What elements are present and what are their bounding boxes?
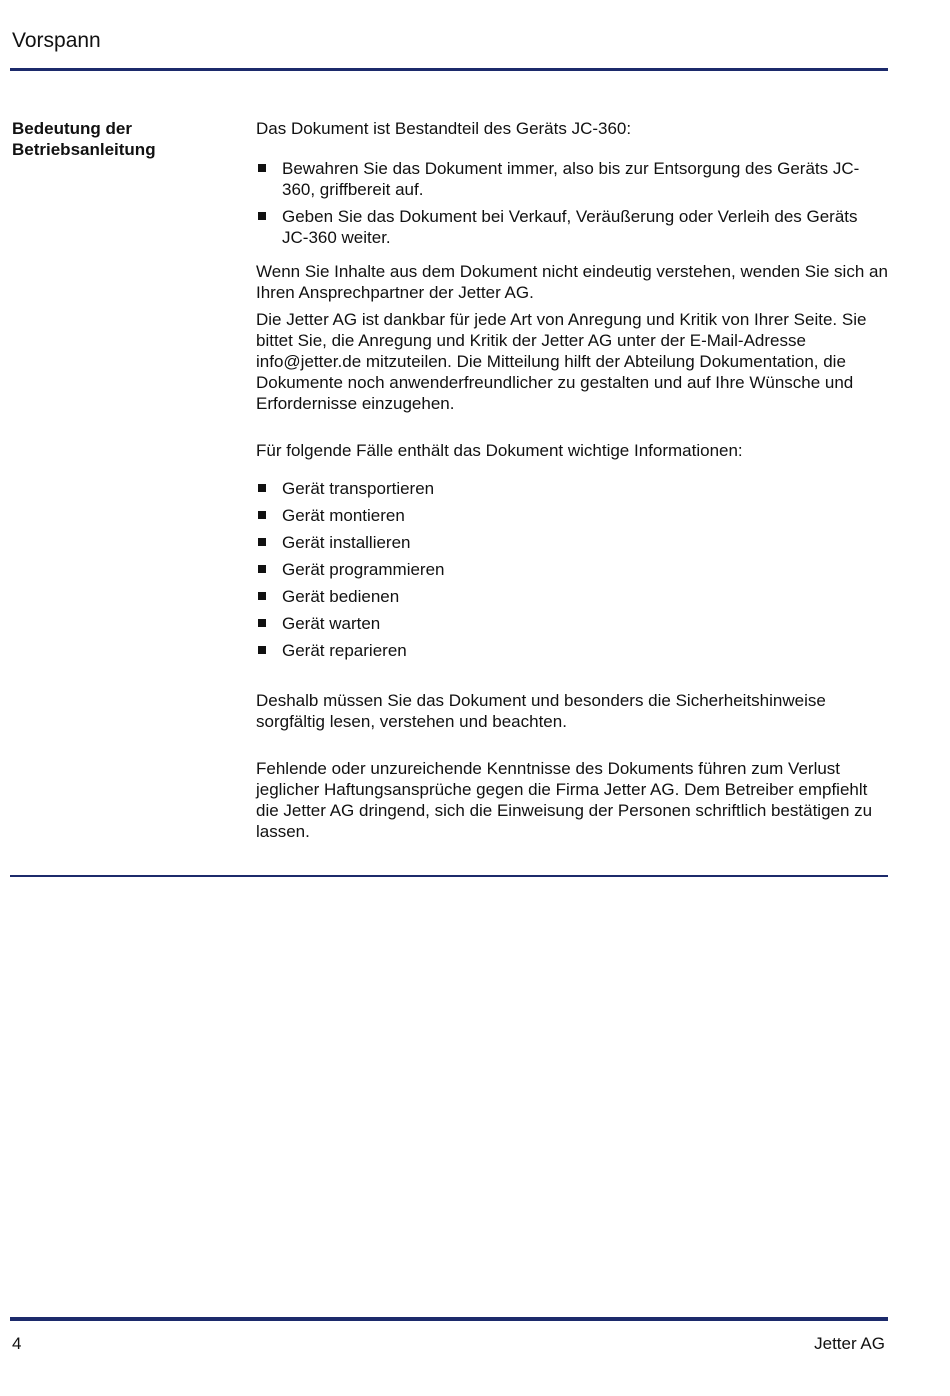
page-number: 4 <box>12 1334 22 1353</box>
intro-paragraph: Das Dokument ist Bestandteil des Geräts JC-360: <box>256 119 632 138</box>
list-item <box>256 613 888 640</box>
footer-company-name: Jetter AG <box>814 1334 885 1353</box>
section-body <box>256 118 888 842</box>
list-item-text: Gerät transportieren <box>282 479 435 498</box>
list-item-text: Gerät warten <box>282 614 381 633</box>
list-item-text: Gerät montieren <box>282 506 405 525</box>
list-item-text: Geben Sie das Dokument bei Verkauf, Veräußerung oder Verleih des Geräts JC-360 weiter. <box>282 207 858 247</box>
list-item <box>256 586 888 613</box>
square-bullet-icon <box>258 164 266 172</box>
list-item-text: Bewahren Sie das Dokument immer, also bis zur Entsorgung des Geräts JC-360, griffbereit auf. <box>282 159 860 199</box>
square-bullet-icon <box>258 484 266 492</box>
square-bullet-icon <box>258 619 266 627</box>
square-bullet-icon <box>258 538 266 546</box>
contact-paragraph: Wenn Sie Inhalte aus dem Dokument nicht eindeutig verstehen, wenden Sie sich an Ihren Ansprechpartner der Jetter AG. <box>256 262 888 302</box>
list-item-text: Gerät programmieren <box>282 560 445 579</box>
section-end-divider <box>10 875 888 877</box>
list-item-text: Gerät bedienen <box>282 587 400 606</box>
square-bullet-icon <box>258 646 266 654</box>
list-item <box>256 158 888 200</box>
square-bullet-icon <box>258 511 266 519</box>
list-item <box>256 559 888 586</box>
list-item-text: Gerät installieren <box>282 533 411 552</box>
header-divider <box>10 68 888 71</box>
feedback-paragraph: Die Jetter AG ist dankbar für jede Art von Anregung und Kritik von Ihrer Seite. Sie bittet Sie, die Anregung und Kritik der Jetter AG unter der E-Mail-Adresse info@jetter.de mitzuteilen. Die Mitteilung hilft der Abteilung Dokumentation, die Dokumente noch anwenderfreundlicher zu gestalten und auf Ihre Wünsche und Erfordernisse einzugehen. <box>256 310 867 413</box>
keep-document-list <box>256 158 888 248</box>
footer-divider <box>10 1317 888 1321</box>
liability-paragraph: Fehlende oder unzureichende Kenntnisse des Dokuments führen zum Verlust jeglicher Haftungsansprüche gegen die Firma Jetter AG. Dem Betreiber empfiehlt die Jetter AG dringend, sich die Einweisung der Personen schriftlich bestätigen zu lassen. <box>256 759 873 841</box>
list-item <box>256 532 888 559</box>
cases-intro-paragraph: Für folgende Fälle enthält das Dokument wichtige Informationen: <box>256 441 743 460</box>
list-item <box>256 206 888 248</box>
square-bullet-icon <box>258 212 266 220</box>
section-heading: Bedeutung der Betriebsanleitung <box>12 119 156 159</box>
cases-list <box>256 478 888 667</box>
square-bullet-icon <box>258 592 266 600</box>
list-item <box>256 640 888 667</box>
safety-paragraph: Deshalb müssen Sie das Dokument und besonders die Sicherheitshinweise sorgfältig lesen, verstehen und beachten. <box>256 691 826 731</box>
page-header-title: Vorspann <box>12 29 101 52</box>
list-item-text: Gerät reparieren <box>282 641 407 660</box>
square-bullet-icon <box>258 565 266 573</box>
list-item <box>256 505 888 532</box>
list-item <box>256 478 888 505</box>
